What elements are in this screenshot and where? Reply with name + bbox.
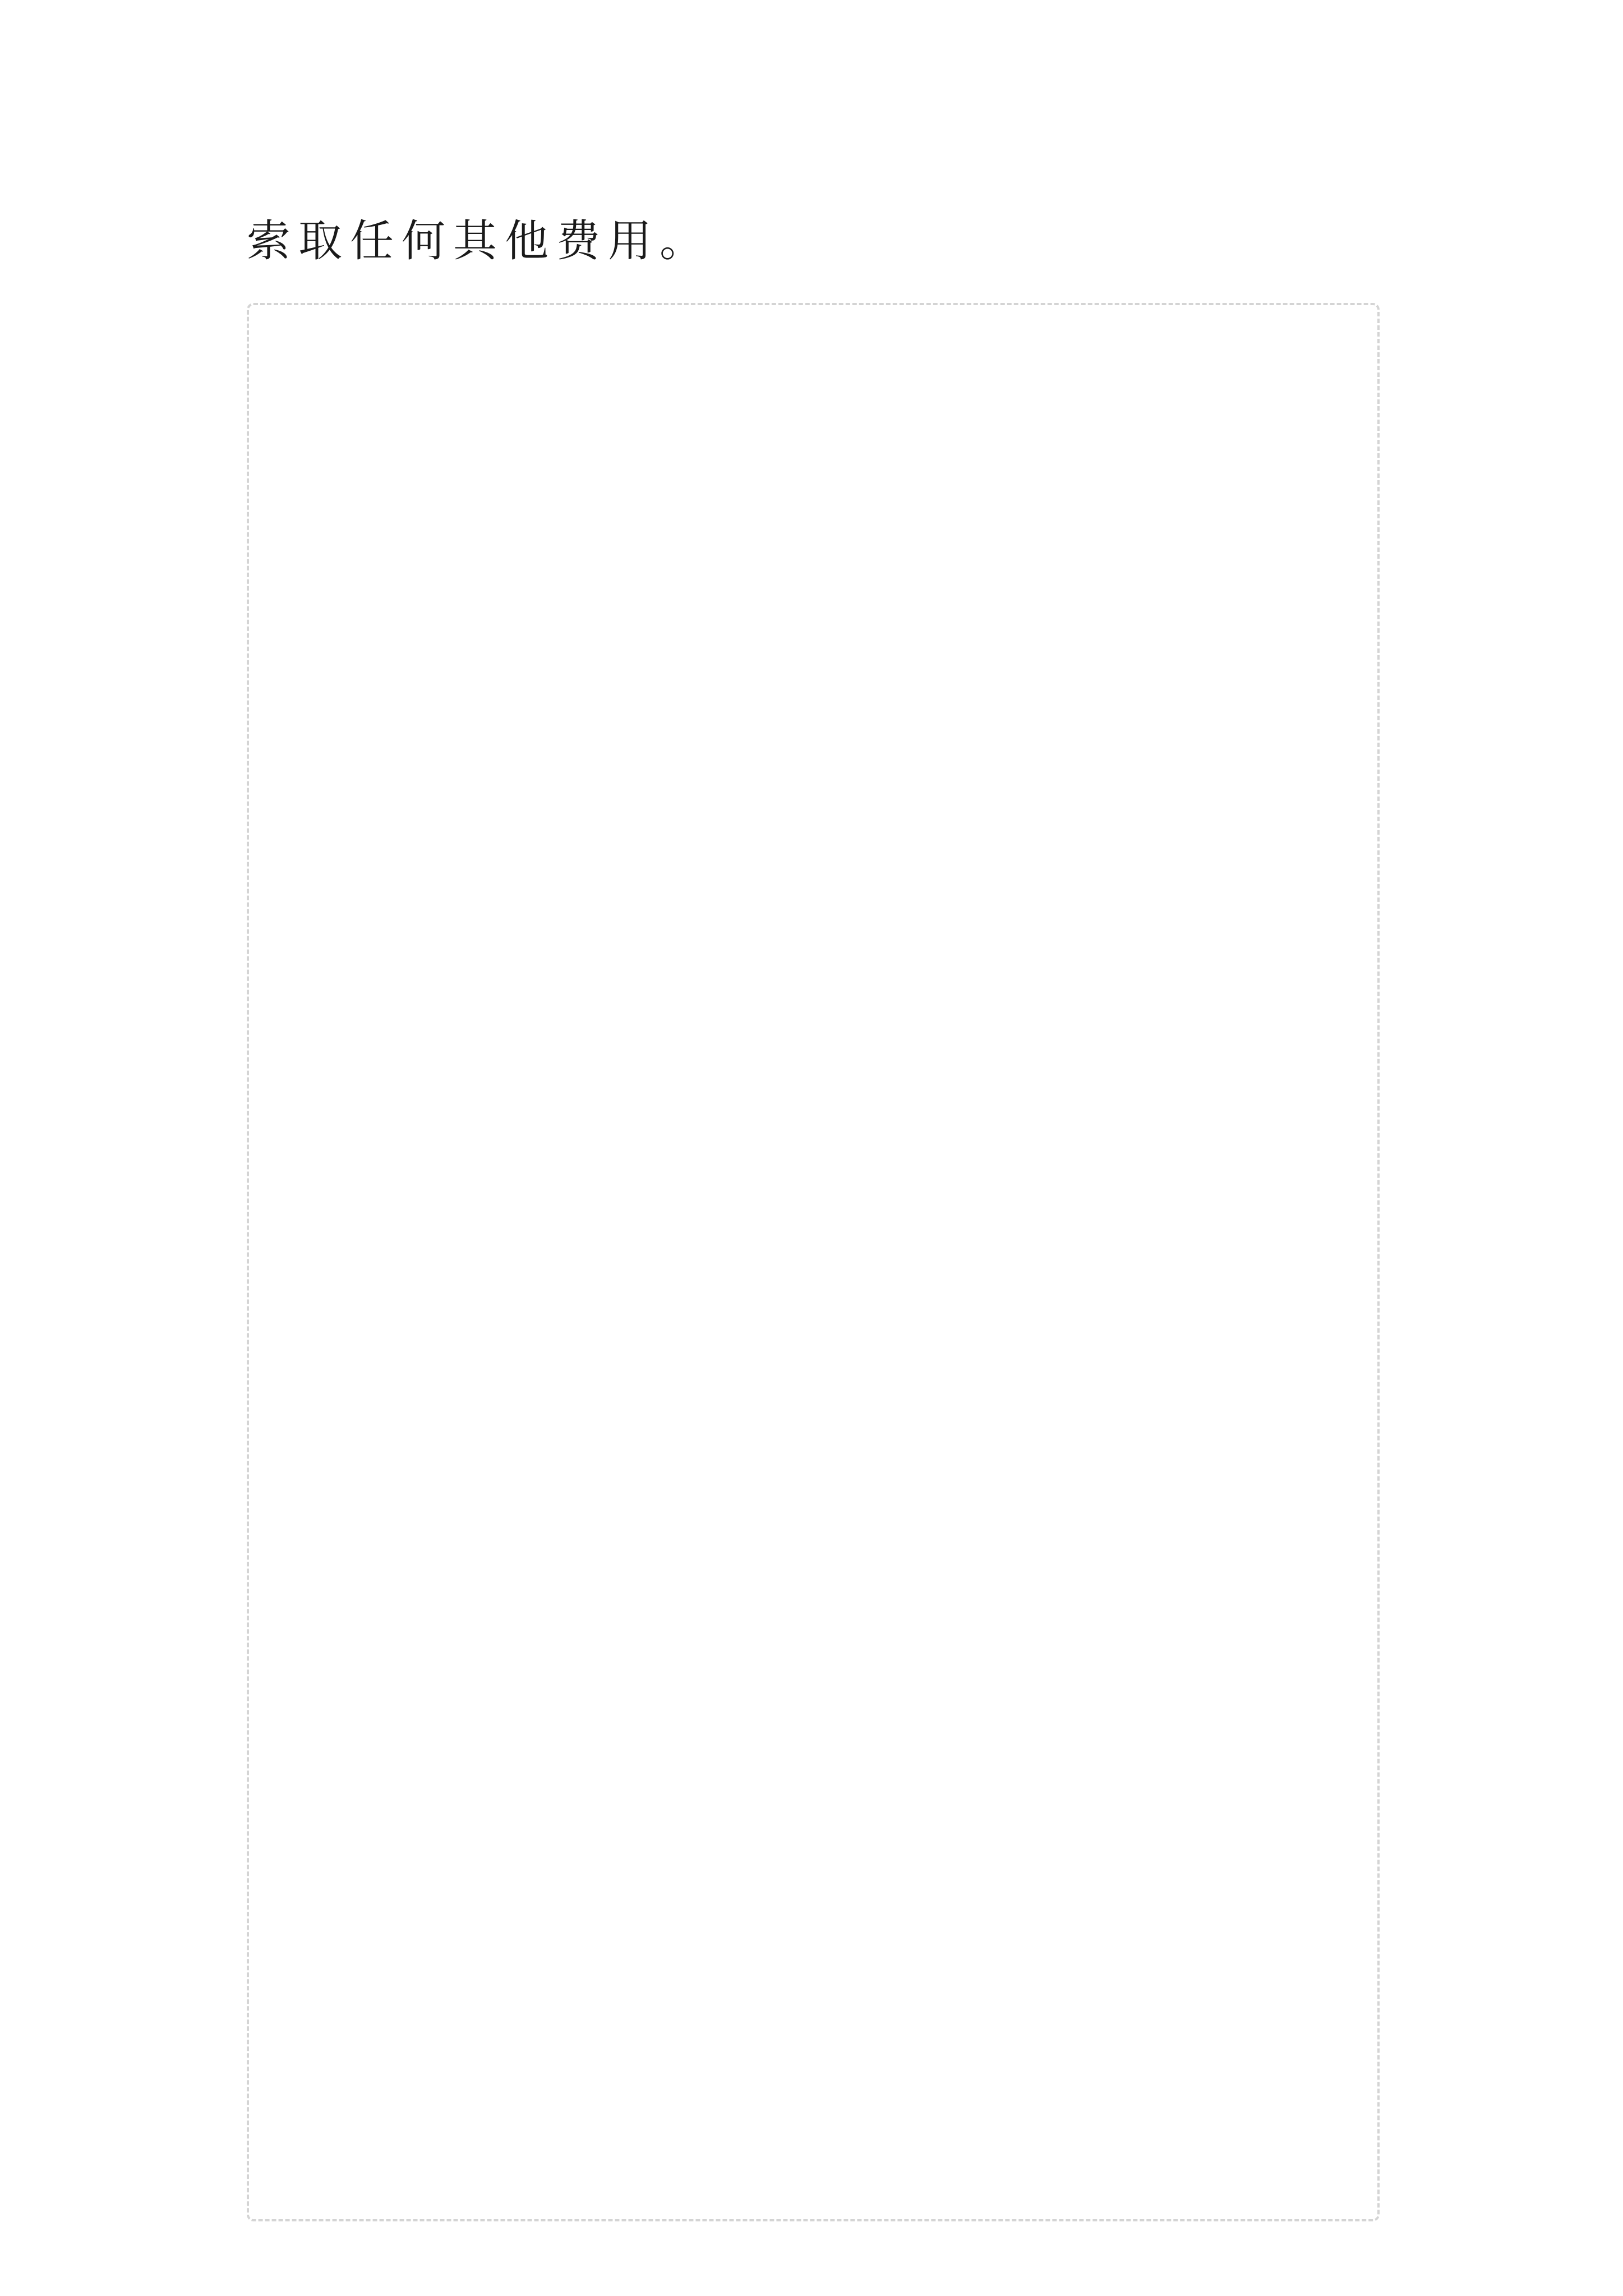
- top-text-fragment: 索取任何其他费用。: [247, 216, 712, 266]
- unreadable-content-placeholder: [247, 303, 1380, 2221]
- document-body: [247, 202, 1380, 2221]
